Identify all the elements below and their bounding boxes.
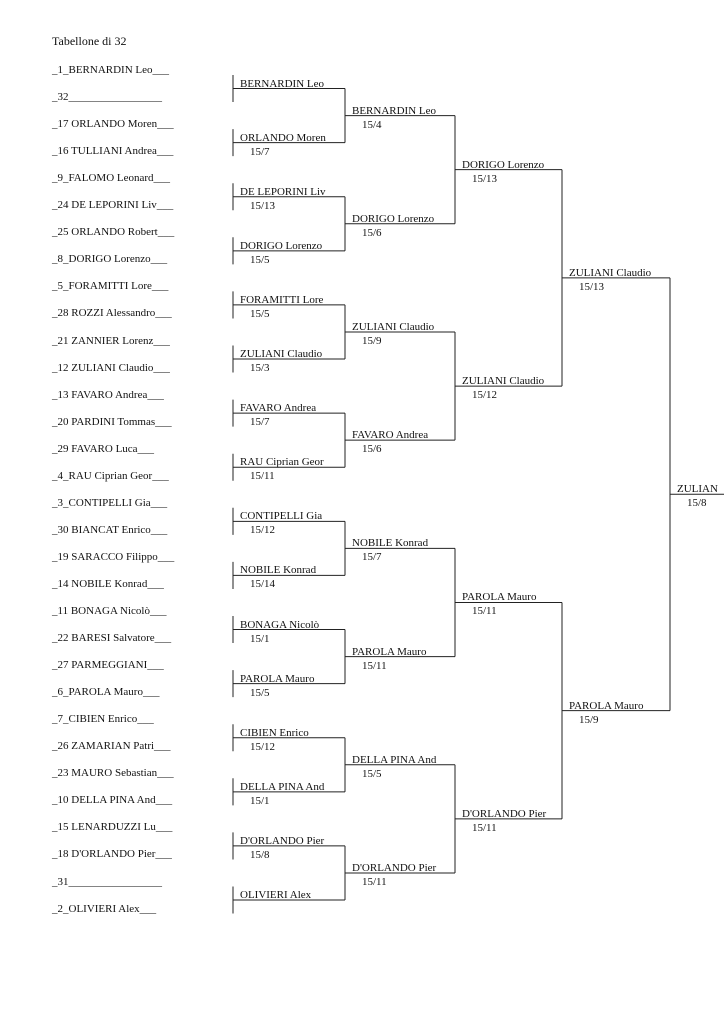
player-entry: _29 FAVARO Luca___ bbox=[52, 442, 155, 455]
match-score: 15/5 bbox=[250, 253, 270, 266]
winner-name: D'ORLANDO Pier bbox=[352, 861, 437, 874]
winner-name: RAU Ciprian Geor bbox=[240, 456, 324, 469]
match-score: 15/4 bbox=[362, 118, 382, 131]
player-entry: _3_CONTIPELLI Gia___ bbox=[52, 496, 168, 509]
match-score: 15/6 bbox=[362, 226, 382, 239]
winner-name: PAROLA Mauro bbox=[569, 699, 644, 712]
player-entry: _5_FORAMITTI Lore___ bbox=[52, 280, 169, 293]
match-score: 15/5 bbox=[362, 767, 382, 780]
winner-name: ORLANDO Moren bbox=[240, 131, 326, 144]
player-entry: _32_________________ bbox=[52, 91, 162, 104]
match-score: 15/5 bbox=[250, 307, 270, 320]
match-score: 15/11 bbox=[362, 875, 387, 888]
player-entry: _19 SARACCO Filippo___ bbox=[52, 550, 175, 563]
match-score: 15/9 bbox=[362, 334, 382, 347]
match-score: 15/8 bbox=[250, 848, 270, 861]
player-entry: _8_DORIGO Lorenzo___ bbox=[52, 253, 168, 266]
winner-name: DE LEPORINI Liv bbox=[240, 185, 326, 198]
winner-name: ZULIANI Claudio bbox=[462, 375, 545, 388]
winner-name: D'ORLANDO Pier bbox=[240, 834, 325, 847]
winner-name: DELLA PINA And bbox=[240, 780, 325, 793]
match-score: 15/11 bbox=[250, 470, 275, 483]
bracket-title: Tabellone di 32 bbox=[52, 34, 127, 48]
winner-name: PAROLA Mauro bbox=[240, 672, 315, 685]
winner-name: D'ORLANDO Pier bbox=[462, 807, 547, 820]
player-entry: _24 DE LEPORINI Liv___ bbox=[52, 199, 174, 212]
winner-name: BERNARDIN Leo bbox=[352, 104, 437, 117]
winner-name: ZULIANI Claudio bbox=[240, 348, 323, 361]
match-score: 15/3 bbox=[250, 362, 270, 375]
player-entry: _20 PARDINI Tommas___ bbox=[52, 415, 172, 428]
player-entry: _28 ROZZI Alessandro___ bbox=[52, 307, 172, 320]
player-entry: _17 ORLANDO Moren___ bbox=[52, 118, 174, 131]
match-score: 15/11 bbox=[472, 821, 497, 834]
winner-name: NOBILE Konrad bbox=[352, 537, 429, 550]
player-entry: _4_RAU Ciprian Geor___ bbox=[52, 469, 169, 482]
match-score: 15/11 bbox=[362, 659, 387, 672]
winner-name: PAROLA Mauro bbox=[352, 645, 427, 658]
player-entry: _12 ZULIANI Claudio___ bbox=[52, 361, 170, 374]
player-entry: _22 BARESI Salvatore___ bbox=[52, 632, 172, 645]
player-entry: _23 MAURO Sebastian___ bbox=[52, 767, 174, 780]
match-score: 15/6 bbox=[362, 443, 382, 456]
player-entry: _26 ZAMARIAN Patri___ bbox=[52, 740, 171, 753]
player-entry: _1_BERNARDIN Leo___ bbox=[52, 64, 170, 76]
winner-name: NOBILE Konrad bbox=[240, 564, 317, 577]
winner-name: ZULIANI Claudio bbox=[352, 320, 435, 333]
match-score: 15/7 bbox=[250, 145, 270, 158]
player-entry: _2_OLIVIERI Alex___ bbox=[52, 902, 157, 915]
player-entry: _6_PAROLA Mauro___ bbox=[52, 686, 160, 699]
match-score: 15/8 bbox=[687, 497, 707, 510]
match-score: 15/1 bbox=[250, 794, 270, 807]
match-score: 15/13 bbox=[472, 172, 498, 185]
winner-name: FORAMITTI Lore bbox=[240, 293, 324, 306]
player-entry: _31_________________ bbox=[52, 875, 162, 888]
winner-name: DORIGO Lorenzo bbox=[352, 212, 435, 225]
winner-name: BONAGA Nicolò bbox=[240, 618, 320, 631]
player-entry: _25 ORLANDO Robert___ bbox=[52, 226, 175, 239]
winner-name: CIBIEN Enrico bbox=[240, 726, 309, 739]
match-score: 15/9 bbox=[579, 713, 599, 726]
player-entry: _15 LENARDUZZI Lu___ bbox=[52, 821, 173, 834]
winner-name: BERNARDIN Leo bbox=[240, 77, 325, 90]
player-entry: _21 ZANNIER Lorenz___ bbox=[52, 334, 170, 347]
match-score: 15/12 bbox=[472, 389, 498, 402]
match-score: 15/11 bbox=[472, 605, 497, 618]
winner-name: DORIGO Lorenzo bbox=[240, 239, 323, 252]
winner-name: FAVARO Andrea bbox=[240, 402, 317, 415]
winner-name: ZULIAN bbox=[677, 483, 718, 496]
player-entry: _14 NOBILE Konrad___ bbox=[52, 577, 164, 590]
winner-name: ZULIANI Claudio bbox=[569, 266, 652, 279]
player-entry: _9_FALOMO Leonard___ bbox=[52, 172, 171, 185]
player-entry: _13 FAVARO Andrea___ bbox=[52, 388, 164, 401]
player-entry: _7_CIBIEN Enrico___ bbox=[52, 713, 154, 726]
match-score: 15/13 bbox=[579, 280, 605, 293]
winner-name: DORIGO Lorenzo bbox=[462, 158, 545, 171]
player-entry: _27 PARMEGGIANI___ bbox=[52, 659, 164, 672]
winner-name: DELLA PINA And bbox=[352, 753, 437, 766]
winner-name: FAVARO Andrea bbox=[352, 429, 429, 442]
match-score: 15/12 bbox=[250, 740, 276, 753]
winner-name: PAROLA Mauro bbox=[462, 591, 537, 604]
match-score: 15/7 bbox=[250, 416, 270, 429]
match-score: 15/7 bbox=[362, 551, 382, 564]
match-score: 15/1 bbox=[250, 632, 270, 645]
match-score: 15/14 bbox=[250, 578, 276, 591]
match-score: 15/12 bbox=[250, 524, 276, 537]
player-entry: _16 TULLIANI Andrea___ bbox=[52, 145, 174, 158]
player-entry: _30 BIANCAT Enrico___ bbox=[52, 523, 168, 536]
player-entry: _18 D'ORLANDO Pier___ bbox=[52, 848, 172, 861]
winner-name: CONTIPELLI Gia bbox=[240, 510, 323, 523]
match-score: 15/13 bbox=[250, 199, 276, 212]
winner-name: OLIVIERI Alex bbox=[240, 889, 312, 902]
match-score: 15/5 bbox=[250, 686, 270, 699]
player-entry: _11 BONAGA Nicolò___ bbox=[52, 605, 167, 617]
player-entry: _10 DELLA PINA And___ bbox=[52, 794, 173, 807]
